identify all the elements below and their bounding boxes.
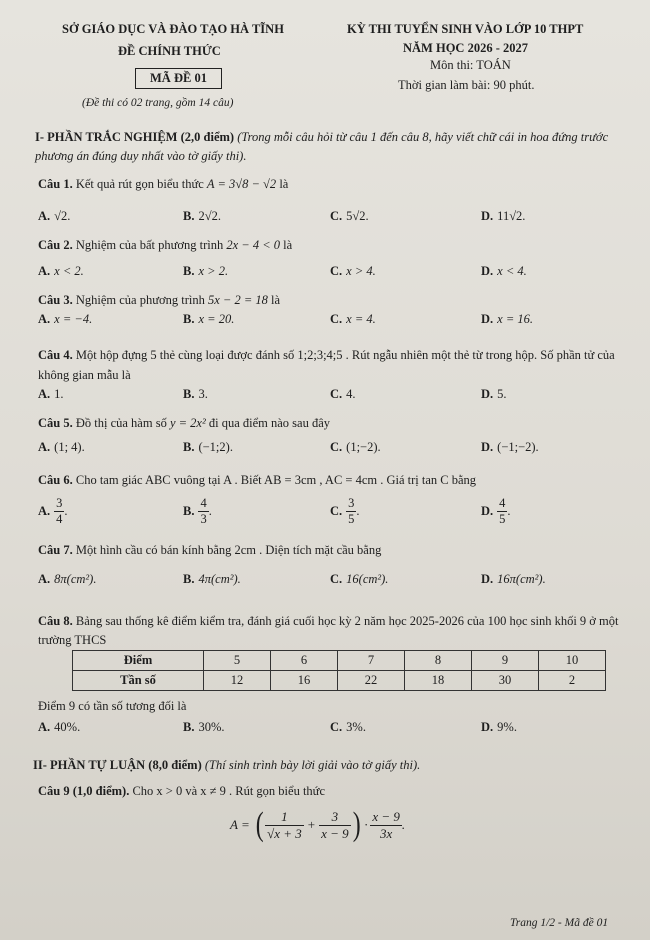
official-label: ĐỀ CHÍNH THỨC bbox=[118, 44, 221, 58]
q1-option-c: C. 5√2. bbox=[330, 209, 369, 223]
table-row bbox=[73, 671, 606, 691]
table-cell: 12 bbox=[204, 671, 271, 691]
question-2: Câu 2. Nghiệm của bất phương trình 2x − 4 < 0 là bbox=[38, 238, 293, 252]
exam-note: (Đề thi có 02 trang, gồm 14 câu) bbox=[82, 97, 234, 109]
q8-option-d: D. 9%. bbox=[481, 720, 517, 734]
page-footer: Trang 1/2 - Mã đề 01 bbox=[510, 917, 609, 929]
part1-instruction: (Trong mỗi câu hỏi từ câu 1 đến câu 8, hãy viết chữ cái in hoa đứng trước phương án đúng duy nhất vào tờ giấy thi). bbox=[35, 130, 609, 163]
table-cell: 7 bbox=[338, 651, 405, 671]
question-4: Câu 4. Một hộp đựng 5 thẻ cùng loại được đánh số 1;2;3;4;5 . Rút ngẫu nhiên một thẻ từ trong hộp. Số phần tử của không gian mẫu là bbox=[38, 348, 615, 382]
q3-option-b: B. x = 20. bbox=[183, 312, 235, 326]
q4-option-a: A. 1. bbox=[38, 387, 64, 401]
q2-option-b: B. x > 2. bbox=[183, 264, 229, 278]
q9-formula: A = ( $\frac{1}{√x + 3}$ + $\frac{3}{x - 9}$ ) · $\frac{x - 9}{3x}$ . bbox=[230, 806, 406, 843]
table-cell: 6 bbox=[271, 651, 338, 671]
q8-option-a: A. 40%. bbox=[38, 720, 81, 734]
q5-option-d: D. (−1;−2). bbox=[481, 440, 539, 454]
question-5: Câu 5. Đồ thị của hàm số y = 2x² đi qua điểm nào sau đây bbox=[38, 416, 331, 430]
q6-option-a: A. $\frac{3}{4}$ . bbox=[38, 496, 68, 526]
table-cell: 30 bbox=[472, 671, 539, 691]
time-allowed: Thời gian làm bài: 90 phút. bbox=[398, 78, 535, 92]
q8-option-b: B. 30%. bbox=[183, 720, 225, 734]
table-cell: 18 bbox=[405, 671, 472, 691]
q2-option-c: C. x > 4. bbox=[330, 264, 376, 278]
exam-code-box: MÃ ĐỀ 01 bbox=[135, 68, 222, 89]
q8-question: Điểm 9 có tần số tương đối là bbox=[38, 699, 187, 713]
q4-option-d: D. 5. bbox=[481, 387, 507, 401]
question-6: Câu 6. Cho tam giác ABC vuông tại A . Biết AB = 3cm , AC = 4cm . Giá trị tan C bằng bbox=[38, 473, 477, 487]
q2-option-d: D. x < 4. bbox=[481, 264, 527, 278]
q2-option-a: A. x < 2. bbox=[38, 264, 84, 278]
subject: Môn thi: TOÁN bbox=[430, 58, 511, 72]
part2-heading bbox=[33, 758, 420, 773]
table-header-cell: Tần số bbox=[73, 671, 204, 691]
q5-option-a: A. (1; 4). bbox=[38, 440, 85, 454]
table-cell: 9 bbox=[472, 651, 539, 671]
question-8: Câu 8. Bảng sau thống kê điểm kiểm tra, đánh giá cuối học kỳ 2 năm học 2025-2026 của 100 học sinh khối 9 ở một trường THCS bbox=[38, 614, 619, 647]
q3-option-c: C. x = 4. bbox=[330, 312, 376, 326]
q7-option-b: B. 4π(cm²). bbox=[183, 572, 241, 586]
q7-option-c: C. 16(cm²). bbox=[330, 572, 389, 586]
school-year: NĂM HỌC 2026 - 2027 bbox=[403, 41, 528, 55]
q3-option-a: A. x = −4. bbox=[38, 312, 93, 326]
q1-option-d: D. 11√2. bbox=[481, 209, 526, 223]
table-header-cell: Điểm bbox=[73, 651, 204, 671]
q4-option-b: B. 3. bbox=[183, 387, 208, 401]
part1-title: I- PHẦN TRẮC NGHIỆM (2,0 điểm) bbox=[35, 130, 235, 144]
q3-option-d: D. x = 16. bbox=[481, 312, 534, 326]
table-cell: 16 bbox=[271, 671, 338, 691]
q6-option-c: C. $\frac{3}{5}$ . bbox=[330, 496, 360, 526]
question-7: Câu 7. Một hình cầu có bán kính bằng 2cm . Diện tích mặt cầu bằng bbox=[38, 543, 382, 557]
q5-option-c: C. (1;−2). bbox=[330, 440, 381, 454]
question-9: Câu 9 (1,0 điểm). Cho x > 0 và x ≠ 9 . Rút gọn biểu thức bbox=[38, 784, 326, 798]
q7-option-a: A. 8π(cm²). bbox=[38, 572, 97, 586]
question-3: Câu 3. Nghiệm của phương trình 5x − 2 = 18 là bbox=[38, 293, 281, 307]
q5-option-b: B. (−1;2). bbox=[183, 440, 233, 454]
part1-heading bbox=[35, 128, 625, 166]
question-1: Câu 1. Kết quả rút gọn biểu thức A = 3√8 − √2 là bbox=[38, 177, 289, 191]
part2-title: II- PHẦN TỰ LUẬN (8,0 điểm) bbox=[33, 758, 202, 772]
exam-title: KỲ THI TUYỂN SINH VÀO LỚP 10 THPT bbox=[347, 22, 584, 36]
q6-option-d: D. $\frac{4}{5}$ . bbox=[481, 496, 511, 526]
q6-option-b: B. $\frac{4}{3}$ . bbox=[183, 496, 212, 526]
q4-option-c: C. 4. bbox=[330, 387, 356, 401]
department-title: SỞ GIÁO DỤC VÀ ĐÀO TẠO HÀ TĨNH bbox=[62, 22, 284, 36]
q1-option-a: A. √2. bbox=[38, 209, 71, 223]
score-table bbox=[72, 650, 606, 691]
table-cell: 22 bbox=[338, 671, 405, 691]
table-cell: 8 bbox=[405, 651, 472, 671]
table-row bbox=[73, 651, 606, 671]
table-cell: 2 bbox=[539, 671, 606, 691]
table-cell: 5 bbox=[204, 651, 271, 671]
table-cell: 10 bbox=[539, 651, 606, 671]
q8-option-c: C. 3%. bbox=[330, 720, 366, 734]
part2-instruction: (Thí sinh trình bày lời giải vào tờ giấy thi). bbox=[201, 758, 421, 772]
q7-option-d: D. 16π(cm²). bbox=[481, 572, 546, 586]
q1-option-b: B. 2√2. bbox=[183, 209, 221, 223]
